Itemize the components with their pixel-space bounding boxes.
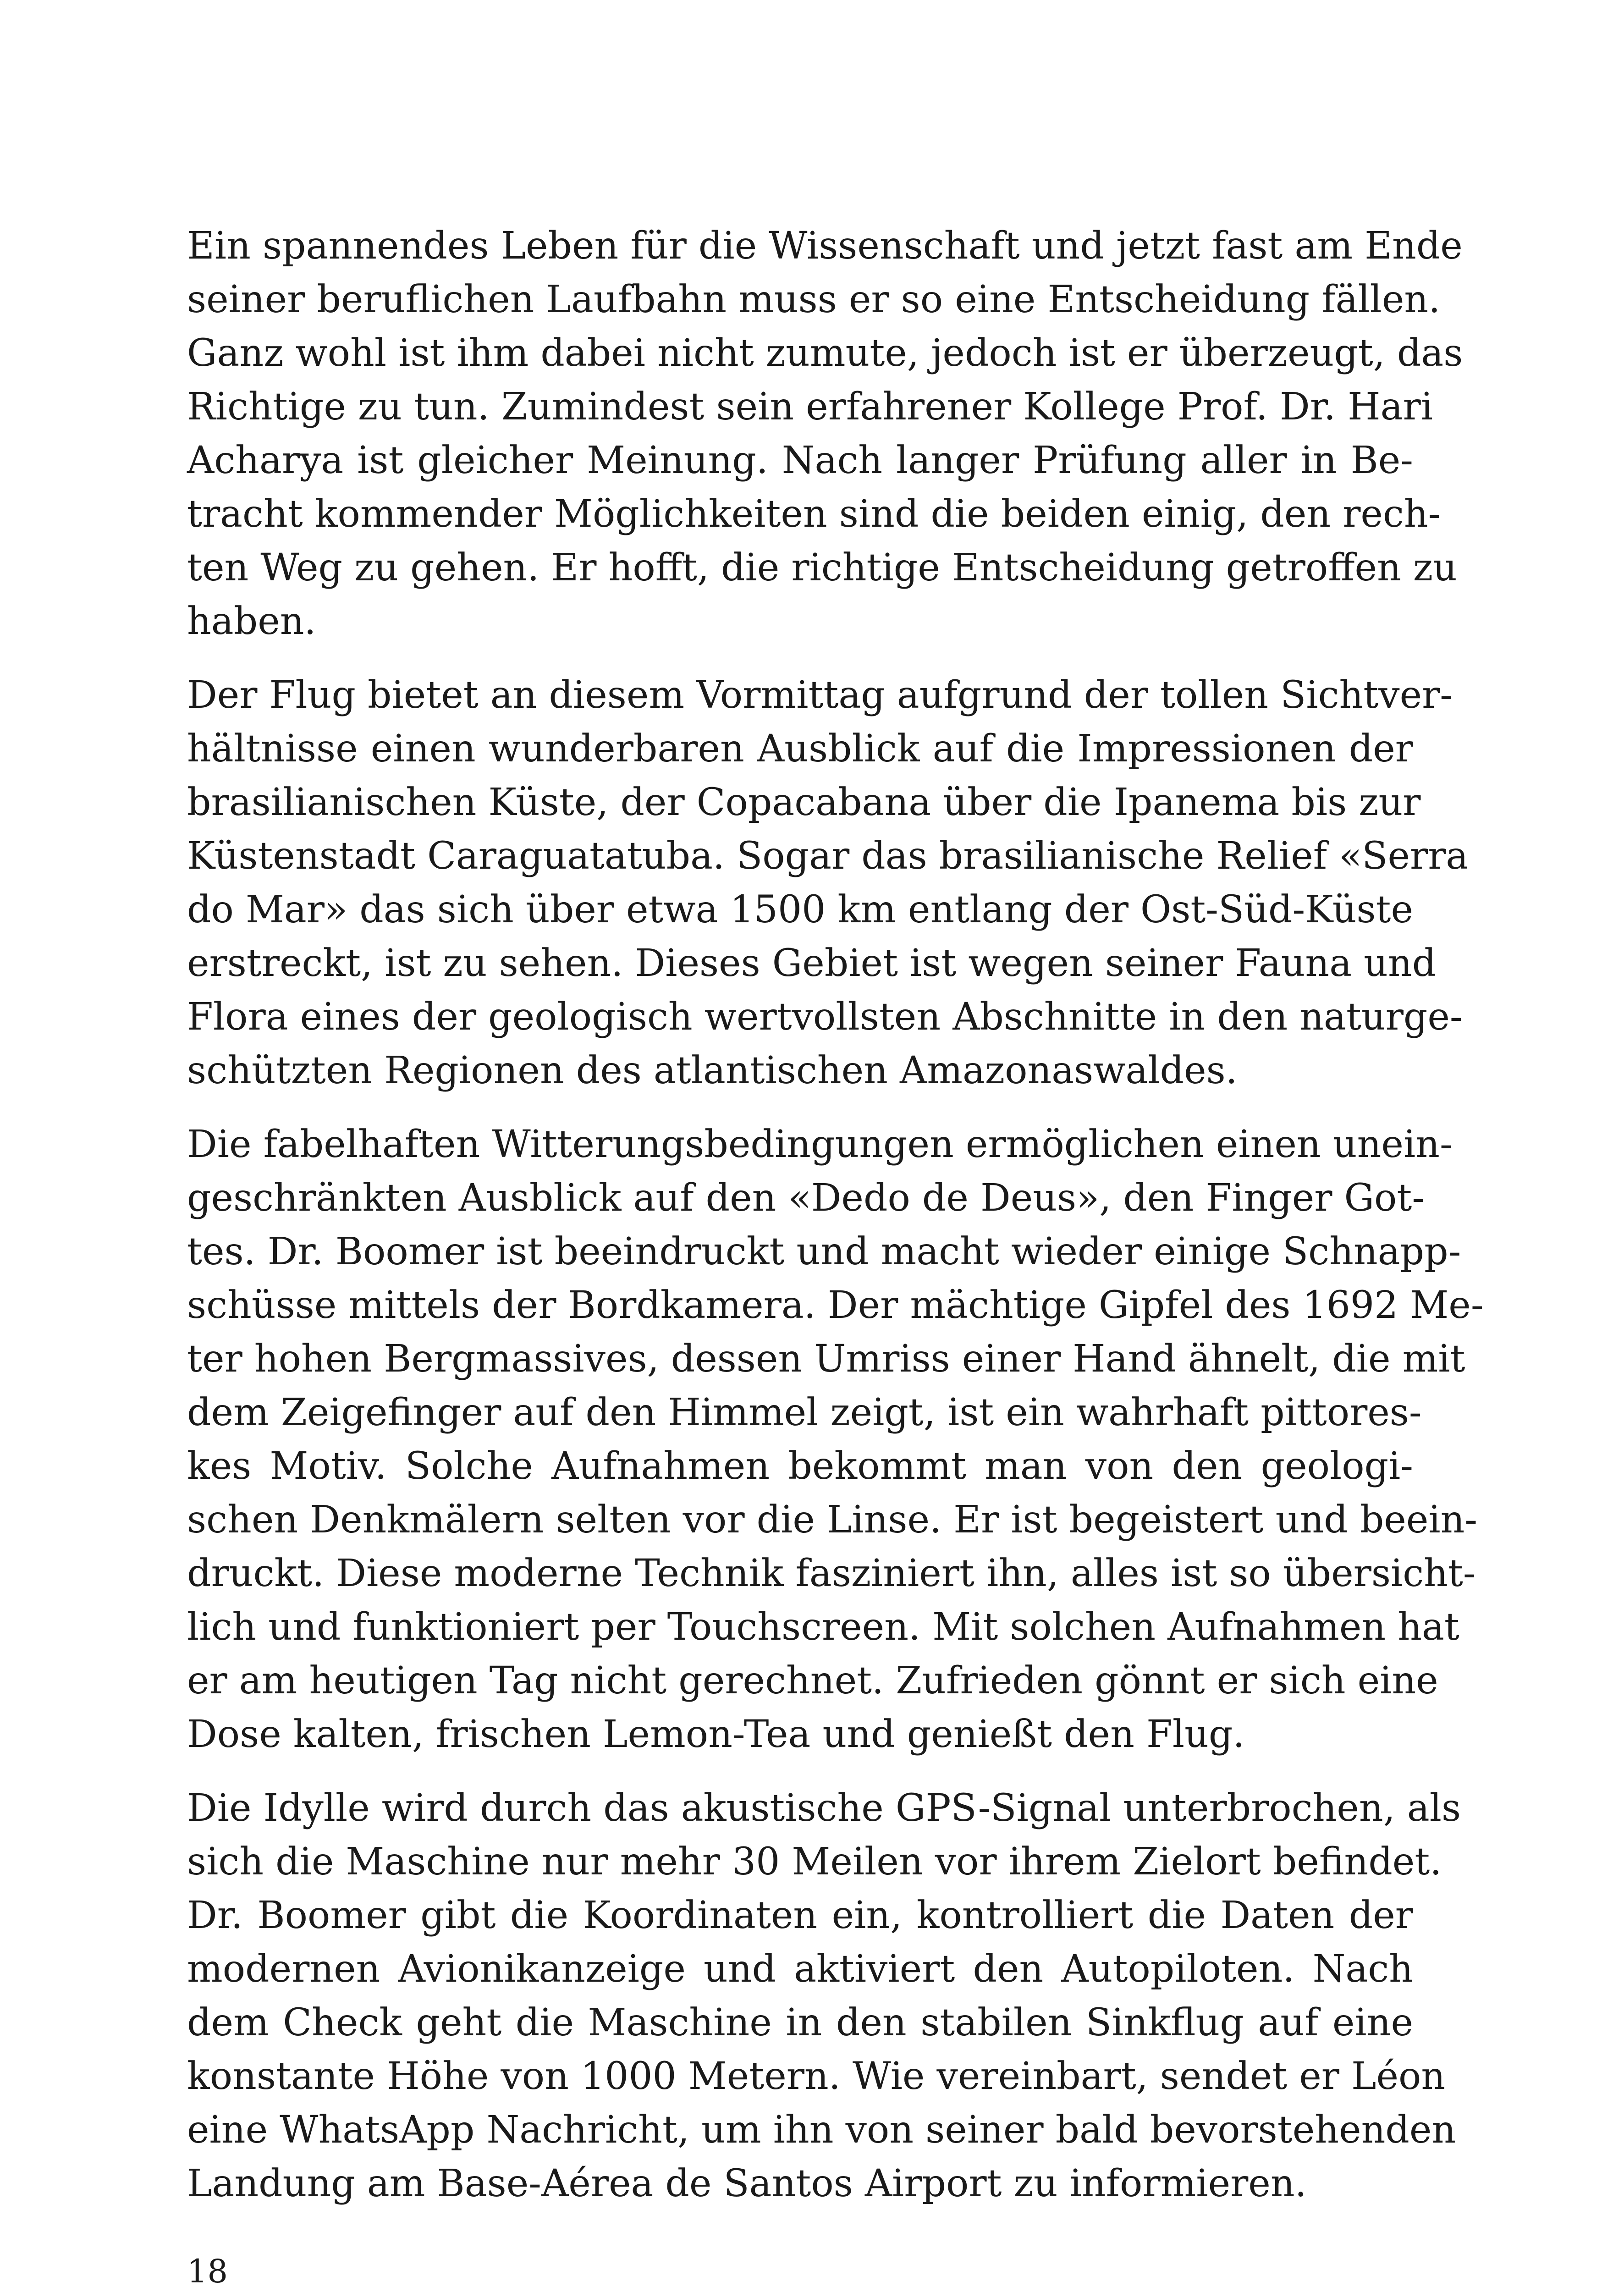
body-text bbox=[187, 219, 1484, 2231]
paragraph-1 bbox=[187, 219, 1463, 648]
text-line: schüsse mittels der Bordkamera. Der mächtige Gipfel des 1692 Me- bbox=[187, 1284, 1484, 1327]
text-line: hältnisse einen wunderbaren Ausblick auf die Impressionen der bbox=[187, 727, 1413, 771]
paragraph-4 bbox=[187, 1781, 1461, 2210]
text-line: haben. bbox=[187, 600, 316, 643]
text-line: er am heutigen Tag nicht gerechnet. Zufrieden gönnt er sich eine bbox=[187, 1659, 1438, 1702]
text-line: Die fabelhaften Witterungsbedingungen ermöglichen einen unein- bbox=[187, 1123, 1453, 1166]
text-line: konstante Höhe von 1000 Metern. Wie vereinbart, sendet er Léon bbox=[187, 2055, 1446, 2098]
text-line: sich die Maschine nur mehr 30 Meilen vor ihrem Zielort befindet. bbox=[187, 1840, 1442, 1884]
text-line: dem Zeigefinger auf den Himmel zeigt, ist ein wahrhaft pittores- bbox=[187, 1391, 1422, 1434]
text-line: eine WhatsApp Nachricht, um ihn von seiner bald bevorstehenden bbox=[187, 2108, 1456, 2152]
text-line: Ganz wohl ist ihm dabei nicht zumute, jedoch ist er überzeugt, das bbox=[187, 331, 1463, 375]
text-line: Richtige zu tun. Zumindest sein erfahrener Kollege Prof. Dr. Hari bbox=[187, 385, 1433, 429]
text-line: Flora eines der geologisch wertvollsten Abschnitte in den naturge- bbox=[187, 995, 1463, 1039]
text-line: ter hohen Bergmassives, dessen Umriss einer Hand ähnelt, die mit bbox=[187, 1337, 1465, 1381]
text-line: Landung am Base-Aérea de Santos Airport zu informieren. bbox=[187, 2162, 1307, 2205]
text-line: Küstenstadt Caraguatatuba. Sogar das brasilianische Relief «Serra bbox=[187, 834, 1469, 878]
text-line: dem Check geht die Maschine in den stabilen Sinkflug auf eine bbox=[187, 2001, 1413, 2044]
text-line: do Mar» das sich über etwa 1500 km entlang der Ost-Süd-Küste bbox=[187, 888, 1413, 931]
text-line: kes Motiv. Solche Aufnahmen bekommt man von den geologi- bbox=[187, 1444, 1413, 1488]
text-line: lich und funktioniert per Touchscreen. Mit solchen Aufnahmen hat bbox=[187, 1605, 1459, 1649]
text-line: tracht kommender Möglichkeiten sind die beiden einig, den rech- bbox=[187, 492, 1441, 536]
text-line: Ein spannendes Leben für die Wissenschaft und jetzt fast am Ende bbox=[187, 224, 1463, 268]
text-line: brasilianischen Küste, der Copacabana über die Ipanema bis zur bbox=[187, 781, 1421, 824]
text-line: Der Flug bietet an diesem Vormittag aufgrund der tollen Sichtver- bbox=[187, 673, 1453, 717]
text-line: tes. Dr. Boomer ist beeindruckt und macht wieder einige Schnapp- bbox=[187, 1230, 1461, 1273]
text-line: schen Denkmälern selten vor die Linse. Er ist begeistert und beein- bbox=[187, 1498, 1478, 1542]
page-number: 18 bbox=[187, 2253, 228, 2290]
text-line: schützten Regionen des atlantischen Amazonaswaldes. bbox=[187, 1049, 1238, 1092]
text-line: Acharya ist gleicher Meinung. Nach langer Prüfung aller in Be- bbox=[187, 439, 1413, 482]
paragraph-3 bbox=[187, 1118, 1484, 1761]
text-line: Dose kalten, frischen Lemon-Tea und genießt den Flug. bbox=[187, 1713, 1245, 1756]
paragraph-2 bbox=[187, 668, 1469, 1097]
text-line: druckt. Diese moderne Technik fasziniert ihn, alles ist so übersicht- bbox=[187, 1552, 1476, 1595]
text-line: ten Weg zu gehen. Er hofft, die richtige Entscheidung getroffen zu bbox=[187, 546, 1457, 590]
text-line: Dr. Boomer gibt die Koordinaten ein, kontrolliert die Daten der bbox=[187, 1894, 1413, 1937]
text-line: geschränkten Ausblick auf den «Dedo de Deus», den Finger Got- bbox=[187, 1176, 1425, 1220]
text-line: modernen Avionikanzeige und aktiviert den Autopiloten. Nach bbox=[187, 1947, 1413, 1991]
text-line: Die Idylle wird durch das akustische GPS-Signal unterbrochen, als bbox=[187, 1786, 1461, 1830]
text-line: seiner beruflichen Laufbahn muss er so eine Entscheidung fällen. bbox=[187, 278, 1441, 321]
text-line: erstreckt, ist zu sehen. Dieses Gebiet ist wegen seiner Fauna und bbox=[187, 942, 1437, 985]
